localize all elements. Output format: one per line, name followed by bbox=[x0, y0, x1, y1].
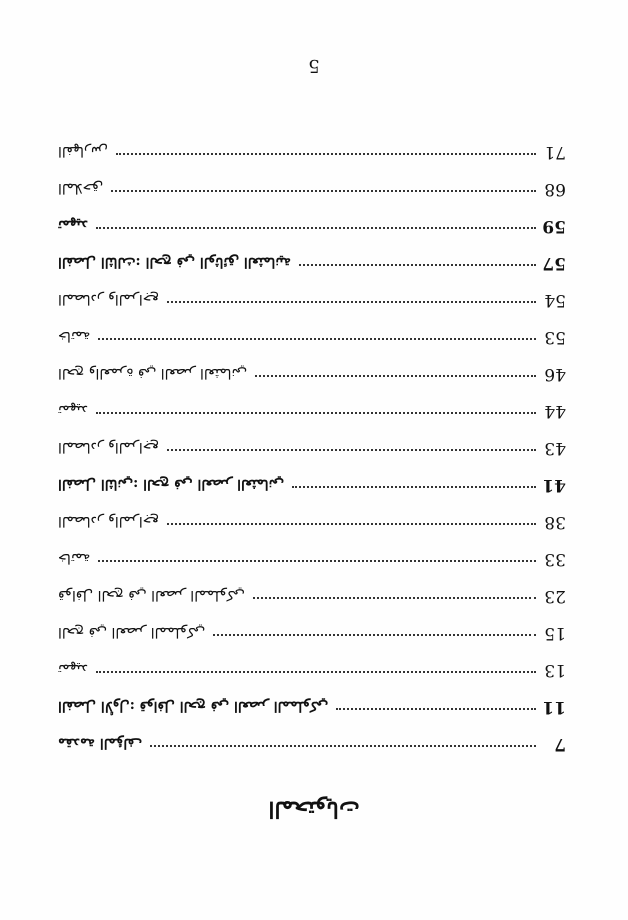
toc-entry-page-number: 43 bbox=[544, 438, 566, 458]
toc-entry-title: الفصل الثاني: الحج في العصر العثماني bbox=[58, 476, 285, 492]
toc-dot-leader bbox=[213, 634, 536, 636]
toc-entry bbox=[58, 244, 566, 281]
toc-dot-leader bbox=[111, 190, 536, 192]
toc-dot-leader bbox=[96, 412, 536, 414]
toc-dot-leader bbox=[167, 523, 536, 525]
toc-entry-title: الملاحق bbox=[58, 180, 103, 196]
toc-entry-page-number: 23 bbox=[544, 586, 566, 606]
toc-entry bbox=[58, 318, 566, 355]
toc-entry bbox=[58, 466, 566, 503]
toc-entry bbox=[58, 281, 566, 318]
toc-entry-page-number: 13 bbox=[544, 660, 566, 680]
toc-entry-page-number: 41 bbox=[542, 475, 566, 495]
toc-entry-title: خاتمة bbox=[58, 550, 91, 566]
toc-entry-page-number: 15 bbox=[544, 623, 566, 643]
toc-entry-title: مقدمة المؤلف bbox=[58, 735, 143, 751]
toc-entry-title: الحج والعمرة في العصر العثماني bbox=[58, 365, 248, 381]
toc-entry bbox=[58, 429, 566, 466]
toc-entry-title: المصادر والمراجع bbox=[58, 513, 159, 529]
toc-entry-title: المصادر والمراجع bbox=[58, 291, 159, 307]
toc-entry-page-number: 68 bbox=[544, 179, 566, 199]
toc-entry bbox=[58, 688, 566, 725]
toc-dot-leader bbox=[167, 449, 536, 451]
toc-entry-title: الفهارس bbox=[58, 143, 108, 159]
toc-entry bbox=[58, 614, 566, 651]
page-heading: المحتويات bbox=[268, 796, 360, 822]
toc-entry bbox=[58, 540, 566, 577]
toc-entry bbox=[58, 651, 566, 688]
toc-entry bbox=[58, 725, 566, 762]
table-of-contents bbox=[58, 133, 566, 762]
toc-entry-title: المصادر والمراجع bbox=[58, 439, 159, 455]
toc-entry-title: الفصل الثالث: الحج في الوثائق العثمانية bbox=[58, 254, 292, 270]
toc-entry-page-number: 54 bbox=[544, 290, 566, 310]
toc-entry bbox=[58, 503, 566, 540]
toc-entry-page-number: 11 bbox=[542, 697, 566, 717]
toc-entry bbox=[58, 392, 566, 429]
toc-entry-page-number: 57 bbox=[542, 253, 566, 273]
page-number: 5 bbox=[308, 55, 320, 76]
toc-dot-leader bbox=[336, 708, 536, 710]
toc-entry-title: الحج في العصر المملوكي bbox=[58, 624, 206, 640]
toc-entry-page-number: 38 bbox=[544, 512, 566, 532]
toc-dot-leader bbox=[98, 560, 536, 562]
toc-entry-page-number: 7 bbox=[554, 734, 566, 754]
toc-entry-title: خاتمة bbox=[58, 328, 91, 344]
toc-entry bbox=[58, 207, 566, 244]
toc-entry-page-number: 44 bbox=[544, 401, 566, 421]
toc-dot-leader bbox=[255, 375, 536, 377]
toc-entry-title: قوافل الحج في العصر المملوكي bbox=[58, 587, 245, 603]
toc-dot-leader bbox=[167, 301, 536, 303]
toc-entry-page-number: 33 bbox=[544, 549, 566, 569]
toc-dot-leader bbox=[116, 153, 536, 155]
toc-entry-title: تمهيد bbox=[58, 217, 89, 233]
toc-entry-page-number: 71 bbox=[544, 142, 566, 162]
toc-entry bbox=[58, 355, 566, 392]
toc-entry-title: الفصل الأول: قوافل الحج في العصر المملوكي bbox=[58, 698, 329, 714]
toc-entry-page-number: 46 bbox=[544, 364, 566, 384]
toc-dot-leader bbox=[292, 486, 536, 488]
toc-entry-page-number: 53 bbox=[544, 327, 566, 347]
toc-dot-leader bbox=[98, 338, 536, 340]
toc-entry bbox=[58, 133, 566, 170]
toc-dot-leader bbox=[96, 671, 536, 673]
toc-entry bbox=[58, 577, 566, 614]
toc-entry-title: تمهيد bbox=[58, 661, 89, 677]
toc-dot-leader bbox=[299, 264, 536, 266]
toc-entry-title: تمهيد bbox=[58, 402, 89, 418]
toc-dot-leader bbox=[253, 597, 536, 599]
toc-dot-leader bbox=[96, 227, 536, 229]
toc-dot-leader bbox=[150, 745, 536, 747]
toc-entry-page-number: 59 bbox=[542, 216, 566, 236]
toc-entry bbox=[58, 170, 566, 207]
